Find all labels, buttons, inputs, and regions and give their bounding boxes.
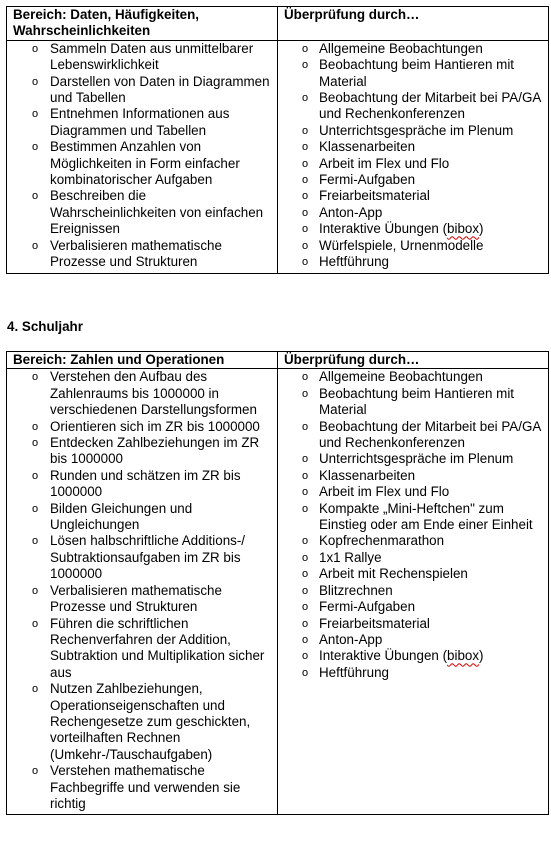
bullet-icon: o [302,584,309,597]
competency-cell [7,369,278,815]
list-item-text: Runden und schätzen im ZR bis 1000000 [50,467,241,500]
list-item-text: 1x1 Rallye [319,549,382,565]
bullet-icon: o [32,141,39,154]
list-item [284,583,542,599]
list-item [13,501,271,534]
bullet-icon: o [302,223,309,236]
bullet-icon: o [302,59,309,72]
list-item [284,172,542,188]
bullet-icon: o [302,453,309,466]
list-item [284,665,542,681]
list-item-text: Verbalisieren mathematische Prozesse und Strukturen [50,582,222,615]
list-item-text: Allgemeine Beobachtungen [319,369,483,385]
bullet-icon: o [302,239,309,252]
bullet-icon: o [302,420,309,433]
list-item [13,681,271,763]
list-item-text: Unterrichtsgespräche im Plenum [319,122,514,138]
bullet-icon: o [302,157,309,170]
list-item [13,533,271,582]
list-item-text: Darstellen von Daten in Diagrammen und Tabellen [50,73,270,106]
list-item [13,583,271,616]
column-header-bereich: Bereich: Daten, Häufigkeiten, Wahrscheinlichkeiten [7,7,278,41]
list-item-text: Verstehen den Aufbau des Zahlenraums bis 1000000 in verschiedenen Darstellungsformen [50,369,257,418]
bullet-icon: o [302,666,309,679]
list-item-text: Orientieren sich im ZR bis 1000000 [50,418,260,434]
list-item-text: Klassenarbeiten [319,139,416,155]
table-zahlen-operationen [6,351,549,815]
list-item-text: Anton-App [319,204,383,220]
bullet-icon: o [302,633,309,646]
list-item [13,616,271,682]
list-item [284,599,542,615]
list-item [284,550,542,566]
list-item-text: Entdecken Zahlbeziehungen im ZR bis 1000000 [50,435,260,467]
bullet-icon: o [32,535,39,548]
list-item-text: Beobachtung beim Hantieren mit Material [319,57,515,89]
bullet-icon: o [302,650,309,663]
list-item [284,648,542,664]
bullet-icon: o [32,617,39,630]
list-item-text: Interaktive Übungen (bibox) [319,648,484,664]
list-item [284,139,542,155]
table-row [7,40,549,273]
list-item-text: Beobachtung der Mitarbeit bei PA/GA und Rechenkonferenzen [319,90,541,122]
bullet-icon: o [32,437,39,450]
bullet-icon: o [32,108,39,121]
list-item-text: Sammeln Daten aus unmittelbarer Lebenswirklichkeit [50,40,254,73]
bullet-icon: o [32,42,39,55]
bullet-icon: o [32,190,39,203]
list-item [13,188,271,237]
list-item [13,74,271,107]
bullet-icon: o [32,502,39,515]
bullet-icon: o [302,551,309,564]
list-item-text: Beobachtung beim Hantieren mit Material [319,385,515,418]
list-item-text: Bilden Gleichungen und Ungleichungen [50,500,193,533]
list-item [284,254,542,270]
table-daten-haeufigkeiten [6,6,549,274]
bullet-icon: o [302,256,309,269]
list-item-text: Klassenarbeiten [319,467,416,483]
section-heading-schuljahr: 4. Schuljahr [7,319,83,334]
bullet-icon: o [32,75,39,88]
column-header-ueberpruefung: Überprüfung durch… [278,7,549,41]
list-item [284,156,542,172]
list-item-text: Arbeit mit Rechenspielen [319,566,468,582]
list-item [284,57,542,90]
bullet-icon: o [302,535,309,548]
bullet-icon: o [32,239,39,252]
table-header-row [7,352,549,369]
list-item-text: Lösen halbschriftliche Additions-/ Subtraktionsaufgaben im ZR bis 1000000 [50,533,246,582]
list-item [13,238,271,271]
list-item-text: Kopfrechenmarathon [319,533,445,549]
bullet-icon: o [302,174,309,187]
list-item-text: Würfelspiele, Urnenmodelle [319,237,484,253]
list-item [284,484,542,500]
list-item-text: Verstehen mathematische Fachbegriffe und verwenden sie richtig [50,763,241,811]
table-row [7,369,549,815]
bullet-icon: o [32,765,39,778]
list-item [284,386,542,419]
bullet-icon: o [302,617,309,630]
list-item [13,468,271,501]
column-header-bereich: Bereich: Zahlen und Operationen [7,352,278,369]
list-item-text: Beobachtung der Mitarbeit bei PA/GA und Rechenkonferenzen [319,418,541,451]
list-item [284,616,542,632]
list-item [284,566,542,582]
bullet-icon: o [302,486,309,499]
list-item-text: Kompakte „Mini-Heftchen" zum Einstieg oder am Ende einer Einheit [319,500,533,533]
list-item-text: Verbalisieren mathematische Prozesse und Strukturen [50,237,222,270]
bullet-icon: o [302,387,309,400]
list-item-text: Fermi-Aufgaben [319,599,416,615]
bullet-icon: o [302,568,309,581]
list-item-text: Arbeit im Flex und Flo [319,155,450,171]
list-item-text: Heftführung [319,254,389,270]
list-item [284,419,542,452]
bullet-icon: o [302,190,309,203]
list-item [284,90,542,123]
bullet-icon: o [302,469,309,482]
list-item-text: Entnehmen Informationen aus Diagrammen und Tabellen [50,106,230,138]
list-item [284,41,542,57]
list-item [284,468,542,484]
list-item [284,451,542,467]
list-item-text: Heftführung [319,664,389,680]
assessment-list [284,41,542,273]
column-header-ueberpruefung: Überprüfung durch… [278,352,549,369]
list-item [13,139,271,188]
list-item [284,205,542,221]
bullet-icon: o [32,469,39,482]
bullet-icon: o [302,92,309,105]
list-item [284,238,542,254]
list-item-text: Führen die schriftlichen Rechenverfahren der Addition, Subtraktion und Multiplikation sicher aus [50,615,265,680]
list-item [13,419,271,435]
assessment-list [284,369,542,683]
list-item [284,501,542,534]
list-item [13,435,271,468]
list-item [13,41,271,74]
bullet-icon: o [32,584,39,597]
list-item-text: Beschreiben die Wahrscheinlichkeiten von einfachen Ereignissen [50,188,264,237]
bullet-icon: o [302,371,309,384]
bullet-icon: o [302,502,309,515]
assessment-cell [278,369,549,815]
competency-list [13,369,271,814]
list-item-text: Freiarbeitsmaterial [319,615,430,631]
competency-list [13,41,271,273]
list-item-text: Bestimmen Anzahlen von Möglichkeiten in Form einfacher kombinatorischer Aufgaben [50,139,240,188]
list-item-text: Interaktive Übungen (bibox) [319,221,484,237]
list-item-text: Anton-App [319,631,383,647]
list-item-text: Blitzrechnen [319,582,393,598]
bullet-icon: o [302,42,309,55]
list-item [13,369,271,418]
assessment-cell [278,40,549,273]
list-item [284,123,542,139]
list-item [284,369,542,385]
list-item [284,533,542,549]
list-item-text: Unterrichtsgespräche im Plenum [319,451,514,467]
bullet-icon: o [302,601,309,614]
bullet-icon: o [302,206,309,219]
list-item [13,106,271,139]
list-item [284,632,542,648]
list-item-text: Freiarbeitsmaterial [319,188,430,204]
list-item [284,188,542,204]
list-item [284,221,542,237]
list-item-text: Nutzen Zahlbeziehungen, Operationseigenschaften und Rechengesetze zum geschickten, vorteilhaften Rechnen (Umkehr-/Tauschaufgaben) [50,681,251,762]
competency-cell [7,40,278,273]
list-item-text: Fermi-Aufgaben [319,172,416,188]
list-item [13,763,271,812]
list-item-text: Allgemeine Beobachtungen [319,40,483,56]
list-item-text: Arbeit im Flex und Flo [319,484,450,500]
bullet-icon: o [302,124,309,137]
bullet-icon: o [302,141,309,154]
bullet-icon: o [32,371,39,384]
table-header-row [7,7,549,41]
bullet-icon: o [32,420,39,433]
bullet-icon: o [32,683,39,696]
